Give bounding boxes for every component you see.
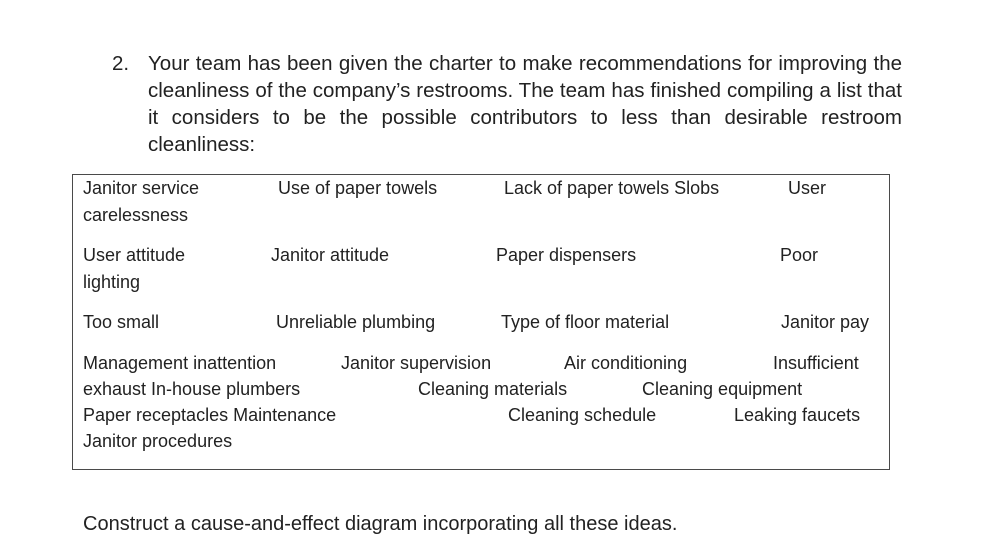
question-number: 2. (112, 52, 130, 75)
list-item: Janitor service (83, 178, 200, 198)
list-item: Janitor attitude (271, 245, 390, 265)
list-item: lighting (83, 272, 141, 292)
instruction-text: Construct a cause-and-effect diagram incorporating all these ideas. (83, 513, 678, 535)
list-item: Poor (780, 245, 819, 265)
list-item: Too small (83, 312, 160, 332)
list-item: Leaking faucets (734, 405, 861, 425)
list-item: Insufficient (773, 353, 859, 373)
list-item: Use of paper towels (278, 178, 438, 198)
list-item: Janitor supervision (341, 353, 492, 373)
list-item: Type of floor material (501, 312, 670, 332)
list-item: Air conditioning (564, 353, 688, 373)
question-block (112, 50, 902, 158)
list-item: Janitor pay (781, 312, 870, 332)
list-item: Management inattention (83, 353, 277, 373)
list-item: Lack of paper towels Slobs (504, 178, 720, 198)
list-item: Paper dispensers (496, 245, 637, 265)
list-item: Janitor procedures (83, 431, 233, 451)
list-item: Cleaning schedule (508, 405, 657, 425)
list-item: User attitude (83, 245, 186, 265)
list-item: Unreliable plumbing (276, 312, 436, 332)
list-item: Cleaning equipment (642, 379, 803, 399)
list-item: Paper receptacles Maintenance (83, 405, 337, 425)
question-text: Your team has been given the charter to make recommendations for improving the cleanliness of the company’s restrooms. The team has finished compiling a list that it considers to be the possible contributors to less than desirable restroom cleanliness: (148, 52, 902, 156)
list-item: Cleaning materials (418, 379, 568, 399)
list-item: User (788, 178, 827, 198)
list-item: exhaust In-house plumbers (83, 379, 301, 399)
contributors-list-box (72, 174, 890, 470)
list-item: carelessness (83, 205, 189, 225)
